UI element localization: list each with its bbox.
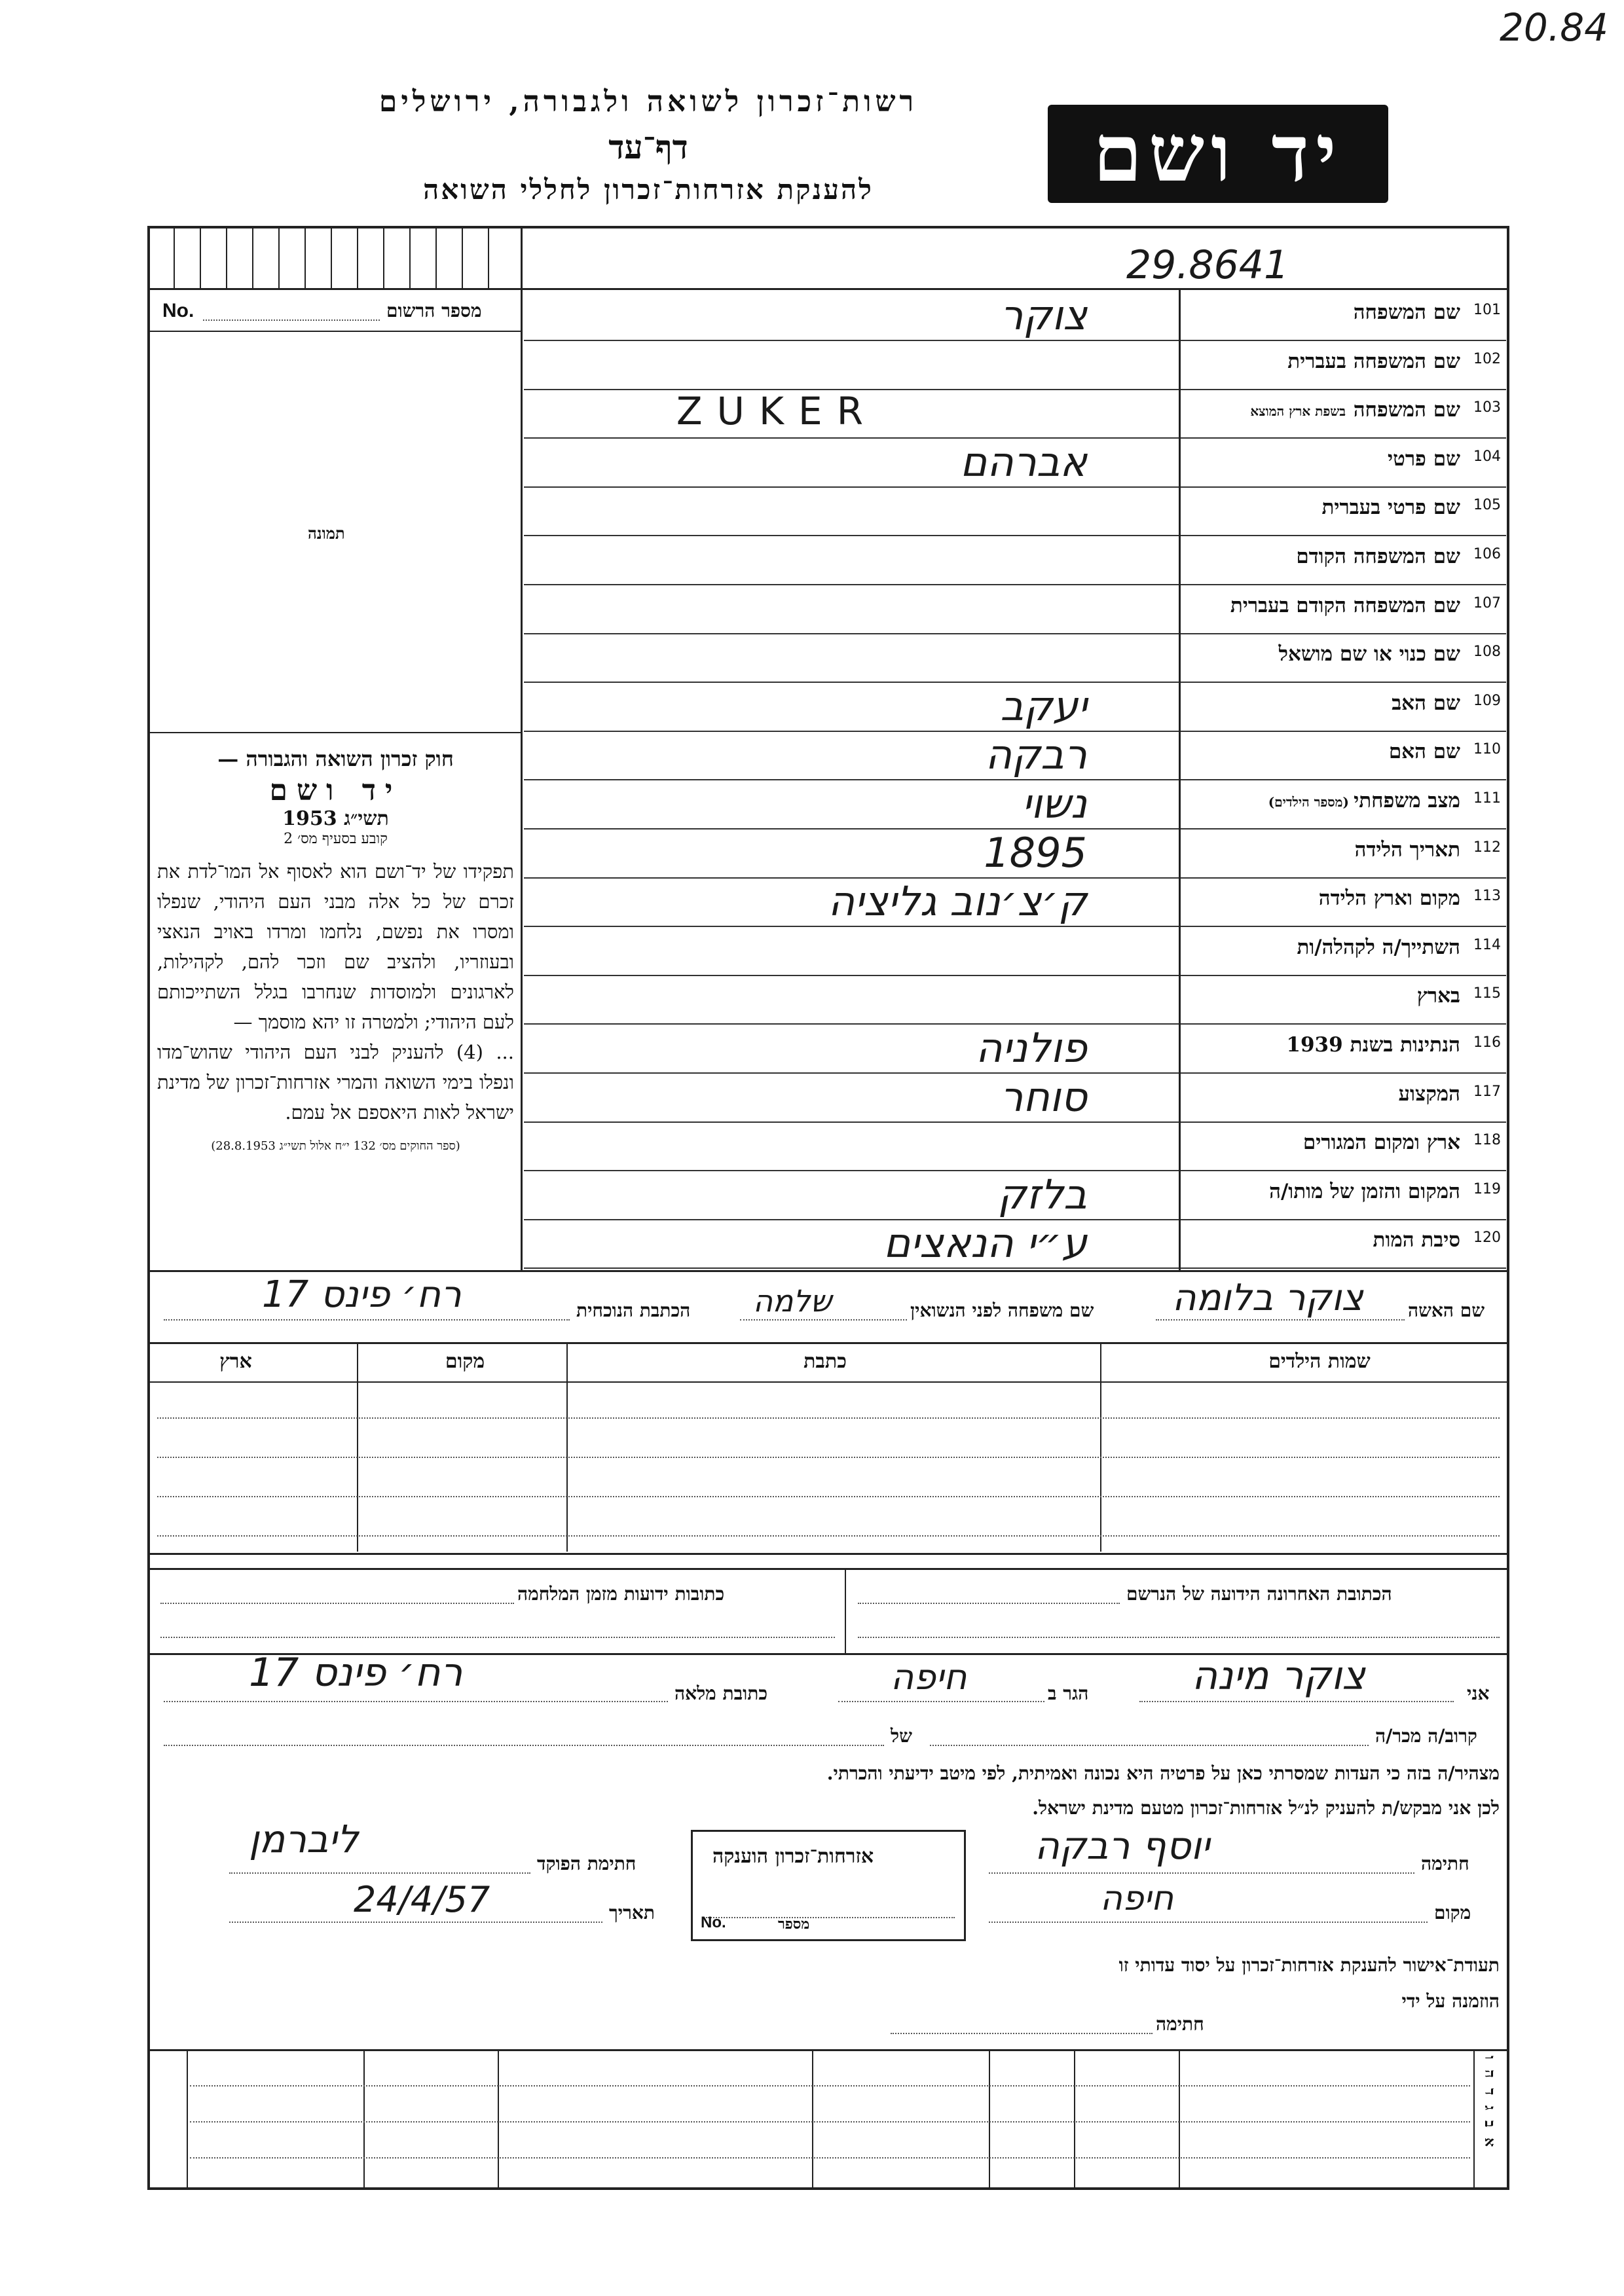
registrar-no: No. [162,300,194,321]
field-value-row-108 [524,633,1179,683]
children-col-country: ארץ [219,1350,252,1373]
field-value-row-101 [524,291,1179,341]
law-year: תשי״ג 1953 [282,807,389,830]
children-col-names: שמות הילדים [1268,1350,1371,1373]
decl-of-label: של [891,1725,912,1747]
field-number: 116 [1473,1034,1501,1051]
field-label: שם המשפחה הקודם [1296,545,1460,568]
stamp-number: 29.8641 [1126,242,1289,288]
column-divider [1179,288,1181,1270]
field-value[interactable]: אברהם [960,438,1087,486]
field-label: שם המשפחה [1353,301,1460,324]
field-label-note: (מספר הילדים) [1268,794,1349,810]
field-label: מצב משפחתי [1354,789,1460,812]
stamp-title: אזרחות־זכרון הוענקה [712,1845,874,1868]
children-col-address: כתבת [803,1350,847,1373]
field-label: המקצוע [1398,1082,1460,1106]
photo-label: תמונה [308,524,345,543]
field-value[interactable]: 1895 [984,829,1087,877]
field-row-105 [1179,486,1506,536]
decl-lives-value[interactable]: חיפה [891,1656,967,1698]
wife-value[interactable]: צוקר בלומה [1172,1277,1363,1319]
field-number: 111 [1473,790,1501,807]
field-value-row-102 [524,340,1179,390]
form-title: דף־עד [608,128,688,166]
law-text [157,746,514,1153]
current-address-label: הכתבת הנוכחית [576,1300,691,1321]
field-value-row-111 [524,780,1179,829]
field-label: תאריך הלידה [1354,838,1460,862]
date-value[interactable]: 24/4/57 [354,1879,490,1920]
field-row-113 [1179,877,1506,927]
cert-line: תעודת־אישור להענקת אזרחות־זכרון על יסוד עדותי זו [1118,1954,1500,1976]
field-value-row-113 [524,877,1179,927]
field-number: 117 [1473,1084,1501,1100]
field-label-note: בשפת ארץ המוצא [1250,403,1346,419]
field-number: 104 [1473,448,1501,465]
law-title: חוק זכרון השואה והגבורה — [217,746,454,771]
field-row-117 [1179,1073,1506,1123]
decl-i-value[interactable]: צוקר מינה [1192,1653,1365,1699]
decl-signature-label: חתימה [1421,1853,1469,1874]
decl-lives-label: הגר ב [1048,1683,1089,1704]
field-value-row-107 [524,585,1179,634]
yad-vashem-logo: יד ושם [1048,105,1388,203]
field-value-row-117 [524,1073,1179,1123]
field-number: 109 [1473,693,1501,709]
field-number: 101 [1473,302,1501,318]
field-label: הנתינות בשנת 1939 [1286,1033,1460,1057]
side-code: א ב ג ד ה ו [1481,2056,1498,2150]
field-row-106 [1179,536,1506,585]
officer-value[interactable]: ליברמן [249,1817,359,1861]
law-body: תפקידו של יד־ושם הוא לאסוף אל המו־לדת את זכרם של כל אלה מבני העם היהודי, שנפלו ומסרו את נפשם, נלחמו ומרדו באויב הנאצי ובעוזריו, ולהציב שם וזכר להם, לקהילות, לארגונים ולמוסדות שנחרבו בגלל השתייכותם לעם היהודי; ולמטרה זו יהא מוסמך — [157,860,514,1033]
field-number: 105 [1473,497,1501,513]
field-value-row-112 [524,829,1179,879]
field-number: 114 [1473,937,1501,953]
field-value[interactable]: צוקר [1000,291,1087,339]
field-value-row-110 [524,731,1179,780]
field-value[interactable]: נשוי [1022,780,1087,828]
field-value-row-109 [524,682,1179,732]
field-row-112 [1179,829,1506,879]
field-label: השתייך/ה לקהלה/ות [1297,936,1460,959]
field-label: שם המשפחה [1353,398,1460,422]
decl-line-1: מצהיר/ה בזה כי העדות שמסרתי כאן על פרטיה היא נכונה ואמיתית, לפי מיטב ידיעתי והכרתי. [826,1762,1500,1784]
field-number: 108 [1473,644,1501,660]
field-number: 120 [1473,1230,1501,1246]
field-value[interactable]: בלזק [997,1171,1087,1218]
children-col-place: מקום [445,1350,485,1373]
field-row-114 [1179,926,1506,976]
field-number: 102 [1473,351,1501,367]
stamp-no-he: מספר [778,1916,810,1933]
field-label: שם המשפחה בעברית [1287,350,1460,373]
field-row-103 [1179,389,1506,439]
officer-label: חתימת הפוקד [537,1853,637,1874]
maiden-value[interactable]: שלמה [753,1283,832,1319]
field-row-108 [1179,633,1506,683]
field-label: שם האב [1392,691,1460,715]
current-address-value[interactable]: רח׳ פינס 17 [262,1273,462,1316]
field-value-row-114 [524,926,1179,976]
field-value[interactable]: ק׳צ׳נוב גליציה [828,877,1087,925]
field-label: שם האם [1388,740,1460,763]
date-label: תאריך [609,1902,655,1923]
registrar-label: מספר הרשום [386,300,482,321]
citizenship-stamp-box [691,1830,966,1941]
field-value-row-118 [524,1121,1179,1171]
decl-signature-value[interactable]: יוסף רבקה [1035,1823,1210,1868]
field-row-115 [1179,975,1506,1025]
field-label: שם פרטי בעברית [1321,496,1460,519]
maiden-label: שם משפחה לפני הנשואין [910,1300,1094,1321]
field-row-109 [1179,682,1506,732]
field-label: שם המשפחה הקודם בעברית [1230,594,1460,617]
field-value[interactable]: ע״י הנאצים [883,1219,1087,1267]
field-row-120 [1179,1219,1506,1269]
field-value[interactable]: סוחר [1000,1073,1087,1121]
decl-line-2: לכן אני מבקש/ת להעניק לנ״ל אזרחות־זכרון מטעם מדינת ישראל. [1032,1797,1500,1819]
field-number: 119 [1473,1181,1501,1197]
field-row-107 [1179,585,1506,634]
field-value-row-116 [524,1024,1179,1074]
form-subtitle: להענקת אזרחות־זכרון לחללי השואה [423,173,874,206]
field-row-116 [1179,1024,1506,1074]
law-source: (ספר החוקים מס׳ 132 י״ח אלול תשי״ג 28.8.1953) [211,1139,460,1153]
decl-relative-label: קרוב/ה מכר/ה [1375,1725,1477,1747]
field-label: המקום והזמן של מותו/ה [1269,1180,1460,1203]
field-label: בארץ [1416,984,1460,1008]
field-row-119 [1179,1171,1506,1220]
field-value-row-106 [524,536,1179,585]
law-name: יד ושם [269,774,402,807]
war-addresses-label: כתובות ידועות מזמן המלחמה [517,1583,725,1605]
ordered-line: הוזמנה על ידי [1401,1990,1500,2012]
field-number: 107 [1473,595,1501,611]
field-value[interactable]: ZUKER [676,389,877,433]
field-label: מקום וארץ הלידה [1318,886,1460,910]
field-number: 118 [1473,1132,1501,1148]
corner-number: 20.84 [1500,5,1609,50]
authority-title: רשות־זכרון לשואה ולגבורה, ירושלים [378,85,918,118]
field-row-110 [1179,731,1506,780]
decl-i-label: אני [1467,1683,1490,1704]
field-number: 113 [1473,888,1501,904]
field-row-118 [1179,1121,1506,1171]
field-value[interactable]: פולניה [975,1024,1087,1072]
decl-place-value[interactable]: חיפה [1100,1879,1174,1918]
stamp-no: No. [701,1914,726,1931]
field-value-row-119 [524,1171,1179,1220]
field-value-row-103 [524,389,1179,439]
field-value[interactable]: רבקה [985,731,1087,778]
field-value-row-115 [524,975,1179,1025]
field-label: שם פרטי [1387,447,1460,471]
field-row-101 [1179,291,1506,341]
field-number: 112 [1473,839,1501,856]
field-row-102 [1179,340,1506,390]
field-value-row-104 [524,438,1179,488]
field-label: סיבת המות [1373,1228,1460,1252]
field-row-104 [1179,438,1506,488]
law-body-2: ... (4) להעניק לבני העם היהודי שהוש־מדו ונפלו בימי השואה והמרי אזרחות־זכרון של מדינת ישראל לאות היאספם אל עמם. [157,1041,514,1123]
field-value-row-105 [524,486,1179,536]
decl-address-value[interactable]: רח׳ פינס 17 [249,1650,463,1696]
field-number: 103 [1473,399,1501,416]
decl-address-label: כתובת מלאה [674,1683,768,1704]
decl-place-label: מקום [1434,1902,1471,1923]
field-number: 115 [1473,985,1501,1002]
field-label: ארץ ומקום המגורים [1302,1131,1460,1154]
field-label: שם כנוי או שם מושאל [1278,642,1460,666]
field-number: 110 [1473,741,1501,757]
field-value[interactable]: יעקב [1000,682,1087,730]
field-value-row-120 [524,1219,1179,1269]
wife-label: שם האשה [1408,1300,1485,1321]
sig2-label: חתימה [1156,2013,1204,2035]
field-number: 106 [1473,546,1501,562]
law-clause: קובע בסעיף מס׳ 2 [284,831,388,847]
last-address-label: הכתובת האחרונה הידועה של הנרשם [1126,1583,1392,1605]
field-row-111 [1179,780,1506,829]
